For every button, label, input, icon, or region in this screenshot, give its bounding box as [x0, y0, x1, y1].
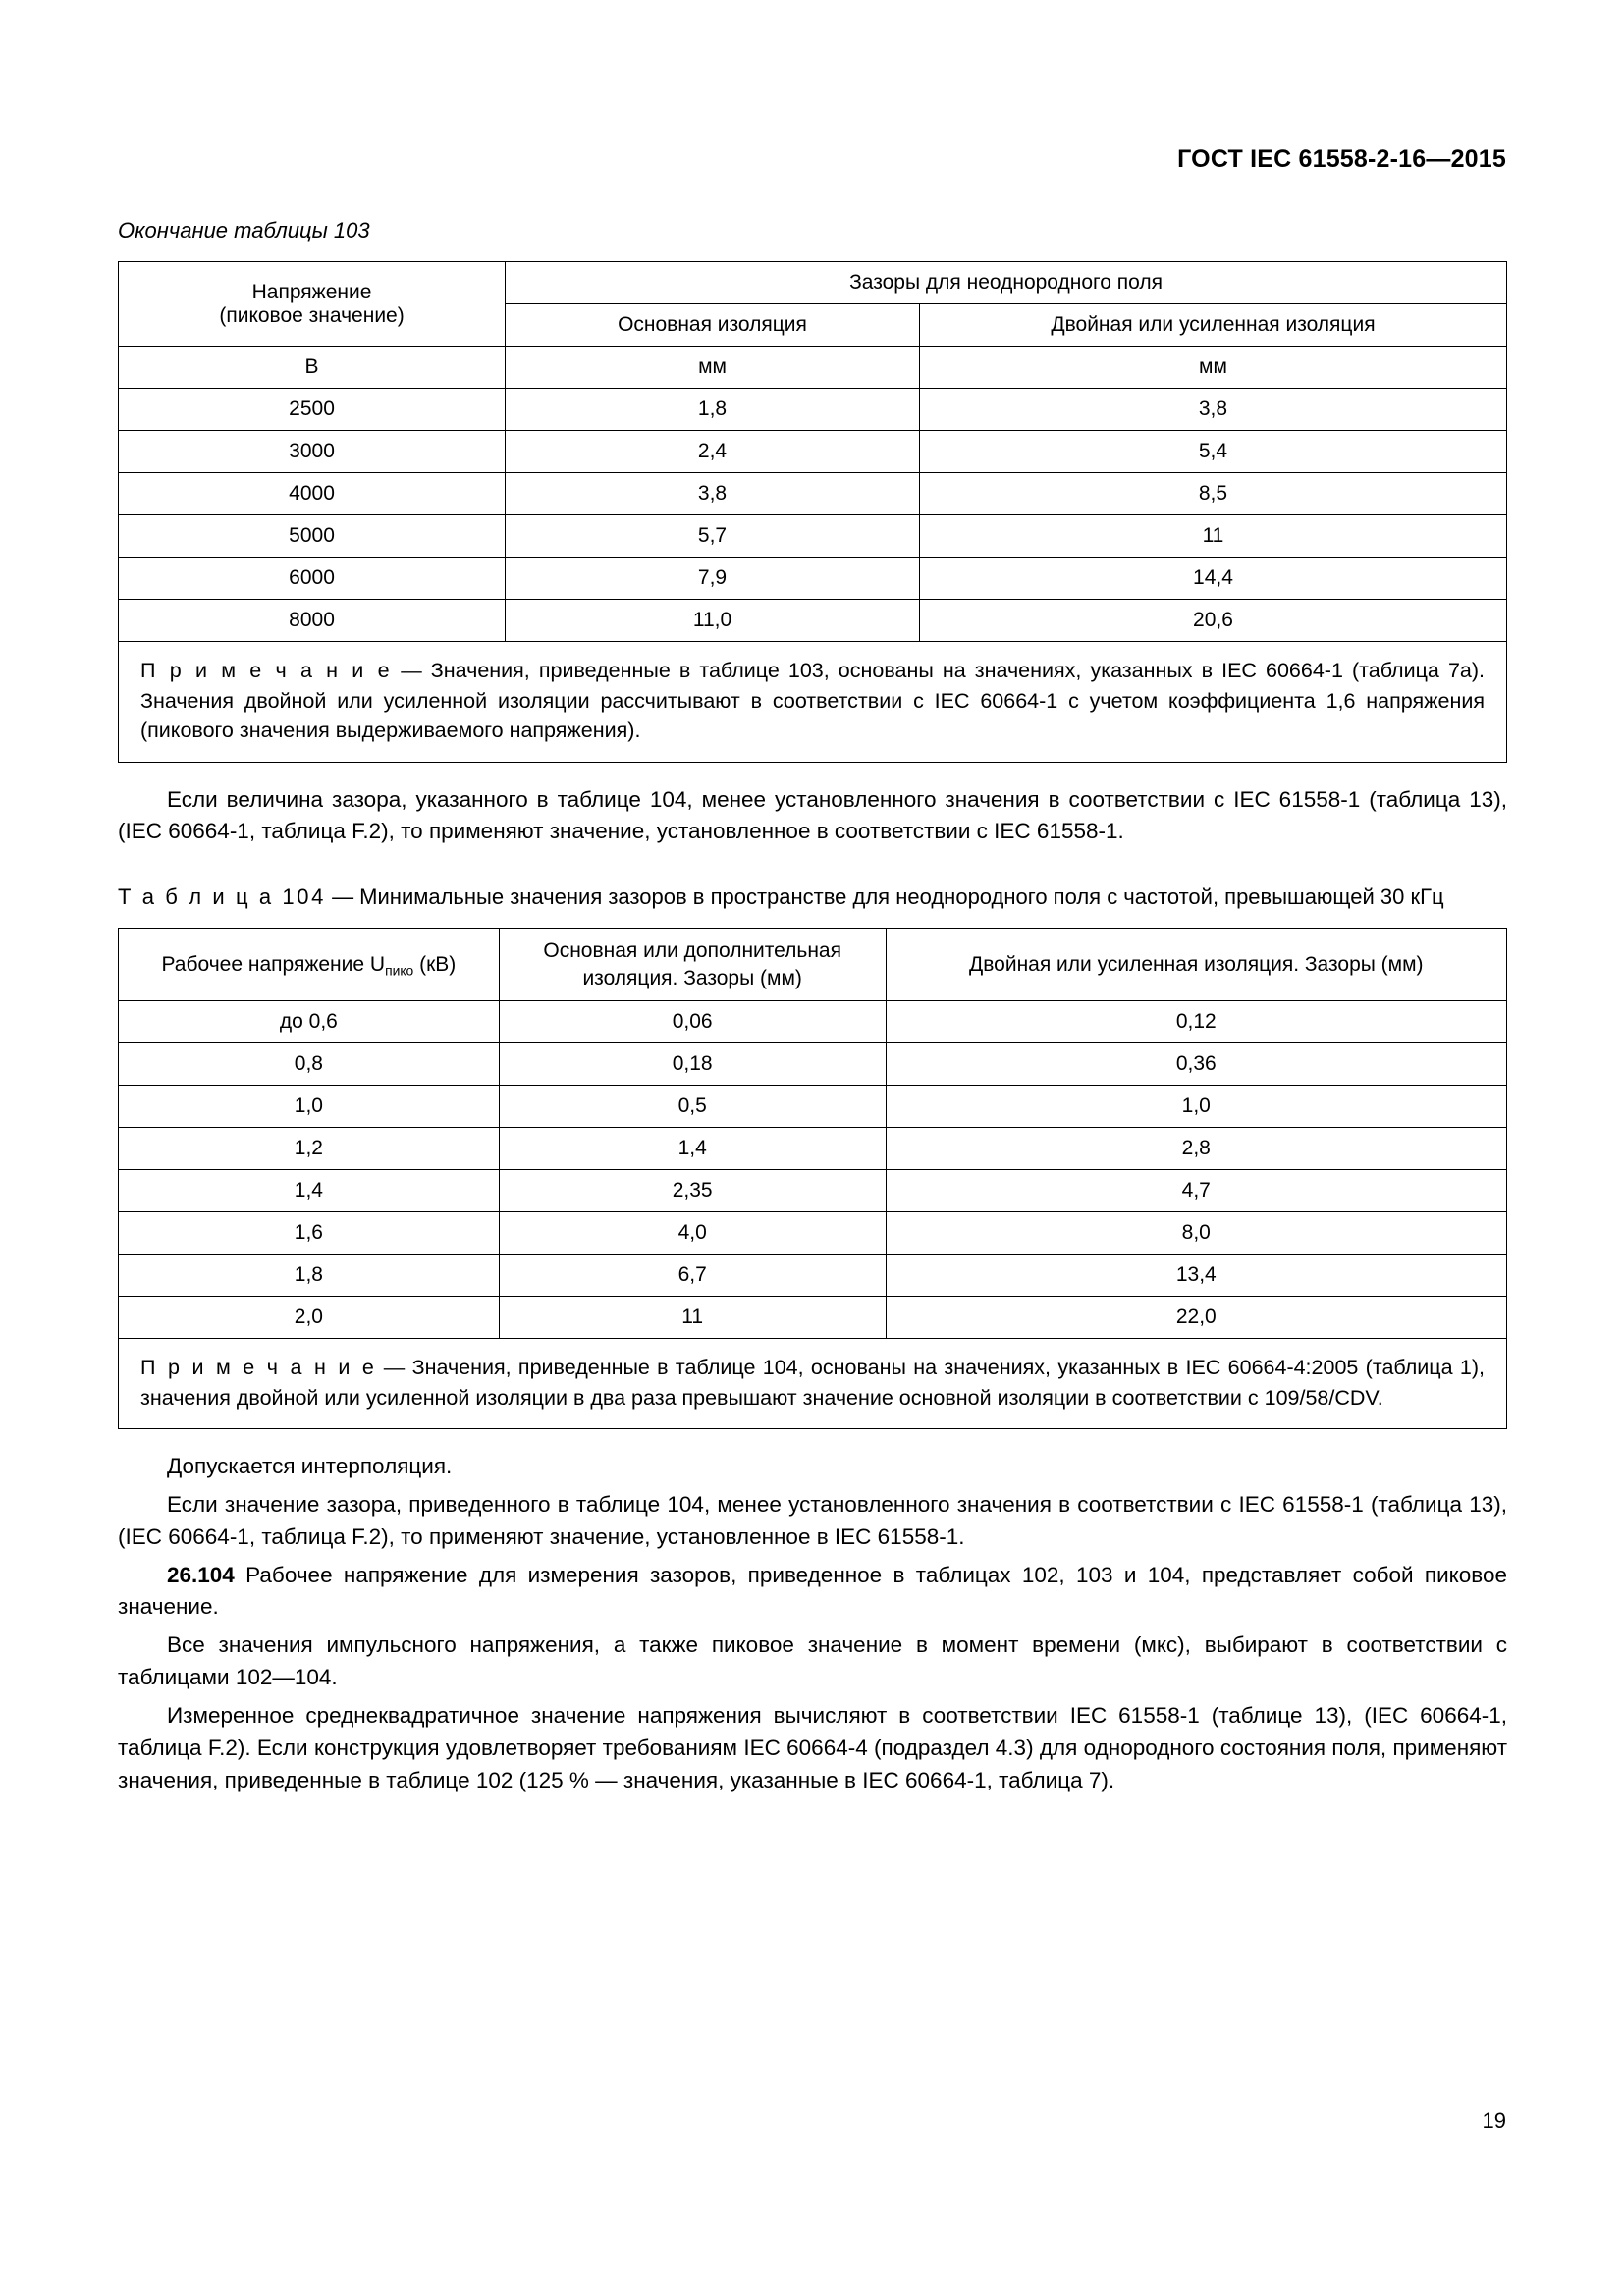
table-row: [119, 389, 1507, 431]
table-row: [119, 1297, 1507, 1339]
table-row: [119, 1086, 1507, 1128]
table-103-note-row: [119, 642, 1507, 763]
table-104-note-text: — Значения, приведенные в таблице 104, основаны на значениях, указанных в IEC 60664-4:2005 (таблица 1), значения двойной или усиленной изоляции в два раза превышают значение основной изоляции в соответствии с 109/58/CDV.: [140, 1356, 1485, 1410]
table-103-header-voltage: [119, 262, 506, 347]
clause-number: 26.104: [167, 1562, 235, 1587]
table-104-note: [119, 1339, 1507, 1429]
table-row: [119, 1001, 1507, 1043]
table-103-caption: Окончание таблицы 103: [118, 218, 370, 242]
table-103-cell: 2,4: [506, 431, 920, 473]
table-row: [119, 600, 1507, 642]
table-103-units-row: [119, 347, 1507, 389]
table-104-cell: 1,6: [119, 1212, 500, 1255]
table-row: [119, 515, 1507, 558]
table-104-cell: до 0,6: [119, 1001, 500, 1043]
page-number: 19: [1482, 2109, 1506, 2133]
table-row: [119, 1255, 1507, 1297]
table-103-note-label: П р и м е ч а н и е: [140, 659, 393, 682]
table-104-header-sub: пико: [385, 961, 414, 978]
table-103-note-text: — Значения, приведенные в таблице 103, основаны на значениях, указанных в IEC 60664-1 (таблица 7а). Значения двойной или усиленной изоляции рассчитывают в соответствии с IEC 60664-1 с учетом коэффициента 1,6 напряжения (пикового значения выдерживаемого напряжения).: [140, 659, 1485, 743]
table-104-cell: 13,4: [886, 1255, 1506, 1297]
table-row: [119, 1043, 1507, 1086]
table-row: [119, 1170, 1507, 1212]
table-103-cell: 14,4: [919, 558, 1506, 600]
table-104-header-basic-line1: Основная или дополнительная: [543, 939, 841, 963]
table-104-cell: 0,8: [119, 1043, 500, 1086]
table-104-cell: 1,2: [119, 1128, 500, 1170]
table-104-cell: 2,0: [119, 1297, 500, 1339]
table-103-cell: 1,8: [506, 389, 920, 431]
table-103-cell: 5000: [119, 515, 506, 558]
body-paragraph-3: [118, 1560, 1507, 1625]
table-104-cell: 4,0: [499, 1212, 886, 1255]
body-paragraph-4: Все значения импульсного напряжения, а также пиковое значение в момент времени (мкс), выбирают в соответствии с таблицами 102—104.: [118, 1632, 1507, 1690]
table-104-cell: 0,36: [886, 1043, 1506, 1086]
table-103-header-double: Двойная или усиленная изоляция: [919, 304, 1506, 347]
table-103-cell: 4000: [119, 473, 506, 515]
table-103: [118, 261, 1507, 763]
table-104-cell: 1,4: [499, 1128, 886, 1170]
table-104-header-row: [119, 929, 1507, 1001]
table-104-cell: 4,7: [886, 1170, 1506, 1212]
table-103-cell: 7,9: [506, 558, 920, 600]
table-103-cell: 8,5: [919, 473, 1506, 515]
table-103-header-basic: Основная изоляция: [506, 304, 920, 347]
table-104-header-prefix: Рабочее напряжение U: [161, 952, 386, 976]
table-103-cell: 11,0: [506, 600, 920, 642]
table-103-unit-mm-2: мм: [919, 347, 1506, 389]
table-103-cell: 5,4: [919, 431, 1506, 473]
body-paragraph-1: Допускается интерполяция.: [167, 1454, 453, 1479]
table-103-cell: 3,8: [506, 473, 920, 515]
table-104-cell: 0,12: [886, 1001, 1506, 1043]
table-row: [119, 1128, 1507, 1170]
table-103-cell: 3,8: [919, 389, 1506, 431]
table-row: [119, 431, 1507, 473]
table-103-cell: 11: [919, 515, 1506, 558]
table-104-cell: 22,0: [886, 1297, 1506, 1339]
table-104-note-row: [119, 1339, 1507, 1429]
table-104-cell: 1,4: [119, 1170, 500, 1212]
table-103-unit-v: В: [119, 347, 506, 389]
table-104-title: [118, 881, 1507, 912]
page-content: [118, 218, 1507, 1797]
body-paragraph-5: Измеренное среднеквадратичное значение напряжения вычисляют в соответствии IEC 61558-1 (таблице 13), (IEC 60664-1, таблица F.2). Если конструкция удовлетворяет требованиям IEC 60664-4 (подраздел 4.3) для однородного состояния поля, применяют значения, приведенные в таблице 102 (125 % — значения, указанные в IEC 60664-1, таблица 7).: [118, 1703, 1507, 1792]
table-103-cell: 8000: [119, 600, 506, 642]
table-103-cell: 2500: [119, 389, 506, 431]
table-104: [118, 928, 1507, 1429]
table-103-cell: 5,7: [506, 515, 920, 558]
table-104-header-basic: [499, 929, 886, 1001]
table-104-header-double: Двойная или усиленная изоляция. Зазоры (мм): [886, 929, 1506, 1001]
table-104-cell: 11: [499, 1297, 886, 1339]
table-104-cell: 6,7: [499, 1255, 886, 1297]
table-104-cell: 1,8: [119, 1255, 500, 1297]
paragraph-after-table-103: Если величина зазора, указанного в таблице 104, менее установленного значения в соответствии с IEC 61558-1 (таблица 13), (IEC 60664-1, таблица F.2), то применяют значение, установленное в соответствии с IEC 61558-1.: [118, 786, 1507, 844]
table-104-header-working-voltage: [119, 929, 500, 1001]
table-104-cell: 0,18: [499, 1043, 886, 1086]
table-104-cell: 2,35: [499, 1170, 886, 1212]
table-104-note-label: П р и м е ч а н и е: [140, 1356, 377, 1380]
table-104-cell: 8,0: [886, 1212, 1506, 1255]
table-103-cell: 20,6: [919, 600, 1506, 642]
table-104-title-text: — Минимальные значения зазоров в пространстве для неоднородного поля с частотой, превышающей 30 кГц: [332, 884, 1444, 910]
table-103-header-voltage-line1: Напряжение: [251, 280, 372, 303]
table-104-header-basic-line2: изоляция. Зазоры (мм): [582, 966, 802, 989]
table-103-cell: 6000: [119, 558, 506, 600]
table-row: [119, 1212, 1507, 1255]
table-103-cell: 3000: [119, 431, 506, 473]
body-paragraph-2: Если значение зазора, приведенного в таблице 104, менее установленного значения в соответствии с IEC 61558-1 (таблица 13), (IEC 60664-1, таблица F.2), то применяют значение, установленное в IEC 61558-1.: [118, 1491, 1507, 1549]
page-header: ГОСТ IEC 61558-2-16—2015: [1177, 145, 1506, 173]
table-103-note: [119, 642, 1507, 763]
table-104-title-label: Т а б л и ц а 104: [118, 884, 326, 910]
table-104-header-suffix: (кВ): [413, 952, 457, 976]
table-103-header-voltage-line2: (пиковое значение): [219, 303, 405, 327]
table-104-cell: 0,06: [499, 1001, 886, 1043]
table-row: [119, 473, 1507, 515]
body-paragraph-3-text: Рабочее напряжение для измерения зазоров, приведенное в таблицах 102, 103 и 104, представляет собой пиковое значение.: [118, 1562, 1507, 1620]
table-103-unit-mm-1: мм: [506, 347, 920, 389]
table-104-cell: 1,0: [886, 1086, 1506, 1128]
table-104-cell: 2,8: [886, 1128, 1506, 1170]
table-103-header-row-1: [119, 262, 1507, 304]
table-row: [119, 558, 1507, 600]
table-103-header-group: Зазоры для неоднородного поля: [506, 262, 1507, 304]
table-104-cell: 1,0: [119, 1086, 500, 1128]
table-104-cell: 0,5: [499, 1086, 886, 1128]
